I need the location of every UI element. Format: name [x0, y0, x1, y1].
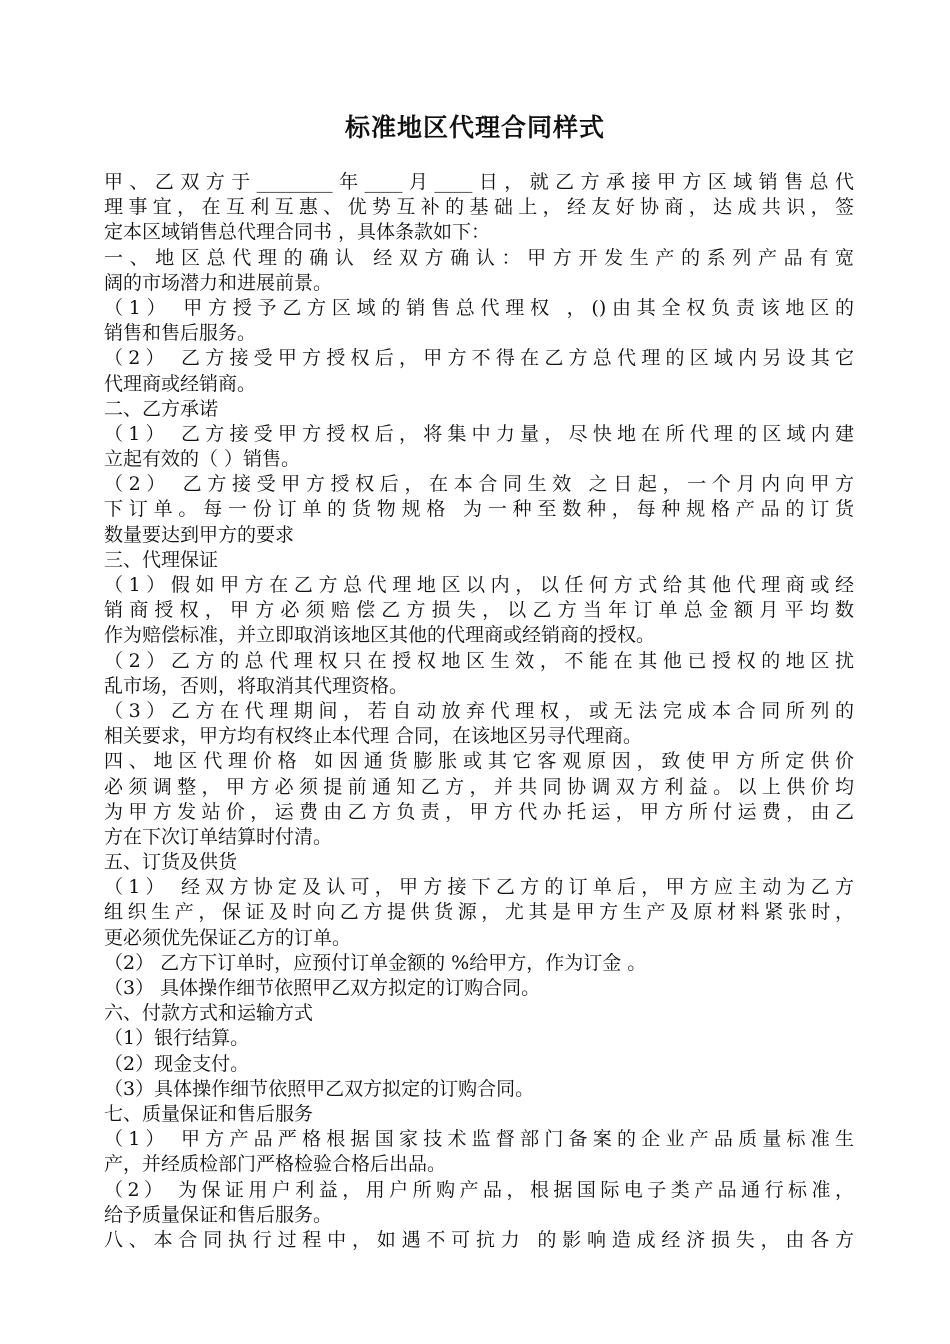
text-line: 八、本合同执行过程中，如遇不可抗力 的影响造成经济损失，由各方 — [104, 1228, 854, 1251]
text-line: 三、代理保证 — [104, 548, 219, 571]
document-body — [104, 170, 854, 1253]
text-line: （2） 乙方接受甲方授权后，甲方不得在乙方总代理的区域内另设其它 — [104, 347, 854, 370]
text-line: 下订单。每一份订单的货物规格 为一种至数种，每种规格产品的订货 — [104, 498, 854, 521]
text-line: 方在下次订单结算时付清。 — [104, 825, 333, 848]
text-line: 代理商或经销商。 — [104, 372, 257, 395]
text-line: （3）具体操作细节依照甲乙双方拟定的订购合同。 — [104, 1077, 535, 1100]
text-line: （1） 甲方产品严格根据国家技术监督部门备案的企业产品质量标准生 — [104, 1128, 854, 1151]
text-line: （3）乙方在代理期间，若自动放弃代理权，或无法完成本合同所列的 — [104, 699, 854, 722]
text-line: （1）银行结算。 — [104, 1027, 250, 1050]
text-line: 甲、乙双方于________年____月____日，就乙方承接甲方区域销售总代 — [104, 171, 854, 193]
text-line: 理事宜，在互利互惠、优势互补的基础上，经友好协商，达成共识，签 — [104, 196, 854, 219]
text-line: 为甲方发站价，运费由乙方负责，甲方代办托运，甲方所付运费，由乙 — [104, 800, 854, 823]
text-line: 阔的市场潜力和进展前景。 — [104, 271, 333, 294]
text-line: 七、质量保证和售后服务 — [104, 1102, 314, 1125]
text-line: 定本区域销售总代理合同书 ，具体条款如下： — [104, 221, 491, 244]
text-line: 相关要求，甲方均有权终止本代理 合同，在该地区另寻代理商。 — [104, 725, 643, 748]
text-line: 五、订货及供货 — [104, 851, 238, 874]
text-line: 乱市场，否则，将取消其代理资格。 — [104, 674, 409, 697]
text-line: 四、地区代理价格 如因通货膨胀或其它客观原因，致使甲方所定供价 — [104, 750, 854, 773]
text-line: 销售和售后服务。 — [104, 322, 257, 345]
text-line: 给予质量保证和售后服务。 — [104, 1203, 333, 1226]
text-line: （1） 甲方授予乙方区域的销售总代理权 ，()由其全权负责该地区的 — [104, 296, 854, 319]
document-title: 标准地区代理合同样式 — [344, 113, 605, 142]
text-line: 数量要达到甲方的要求 — [104, 523, 295, 546]
text-line: 销商授权，甲方必须赔偿乙方损失，以乙方当年订单总金额月平均数 — [104, 599, 854, 622]
text-line: 一、地区总代理的确认 经双方确认：甲方开发生产的系列产品有宽 — [104, 246, 854, 269]
text-line: （2）现金支付。 — [104, 1052, 250, 1075]
text-line: 产，并经质检部门严格检验合格后出品。 — [104, 1153, 447, 1176]
text-line: （2） 为保证用户利益，用户所购产品，根据国际电子类产品通行标准， — [104, 1178, 854, 1201]
text-line: （2） 乙方接受甲方授权后，在本合同生效 之日起，一个月内向甲方 — [104, 473, 854, 496]
text-line: （2） 乙方下订单时，应预付订单金额的 %给甲方，作为订金 。 — [104, 951, 647, 974]
text-line: 立起有效的（ ）销售。 — [104, 448, 301, 471]
text-line: （2）乙方的总代理权只在授权地区生效，不能在其他已授权的地区扰 — [104, 649, 854, 672]
text-line: 必须调整，甲方必须提前通知乙方，并共同协调双方利益。以上供价均 — [104, 775, 854, 798]
text-line: （3） 具体操作细节依照甲乙双方拟定的订购合同。 — [104, 977, 541, 999]
text-line: （1） 经双方协定及认可，甲方接下乙方的订单后，甲方应主动为乙方 — [104, 876, 854, 899]
text-line: 二、乙方承诺 — [104, 397, 219, 420]
text-line: 更必须优先保证乙方的订单。 — [104, 926, 352, 949]
text-line: （1）假如甲方在乙方总代理地区以内，以任何方式给其他代理商或经 — [104, 574, 854, 596]
text-line: 六、付款方式和运输方式 — [104, 1002, 314, 1025]
text-line: 组织生产，保证及时向乙方提供货源，尤其是甲方生产及原材料紧张时， — [104, 901, 854, 924]
text-line: （1） 乙方接受甲方授权后，将集中力量，尽快地在所代理的区域内建 — [104, 422, 854, 445]
text-line: 作为赔偿标准，并立即取消该地区其他的代理商或经销商的授权。 — [104, 624, 656, 647]
